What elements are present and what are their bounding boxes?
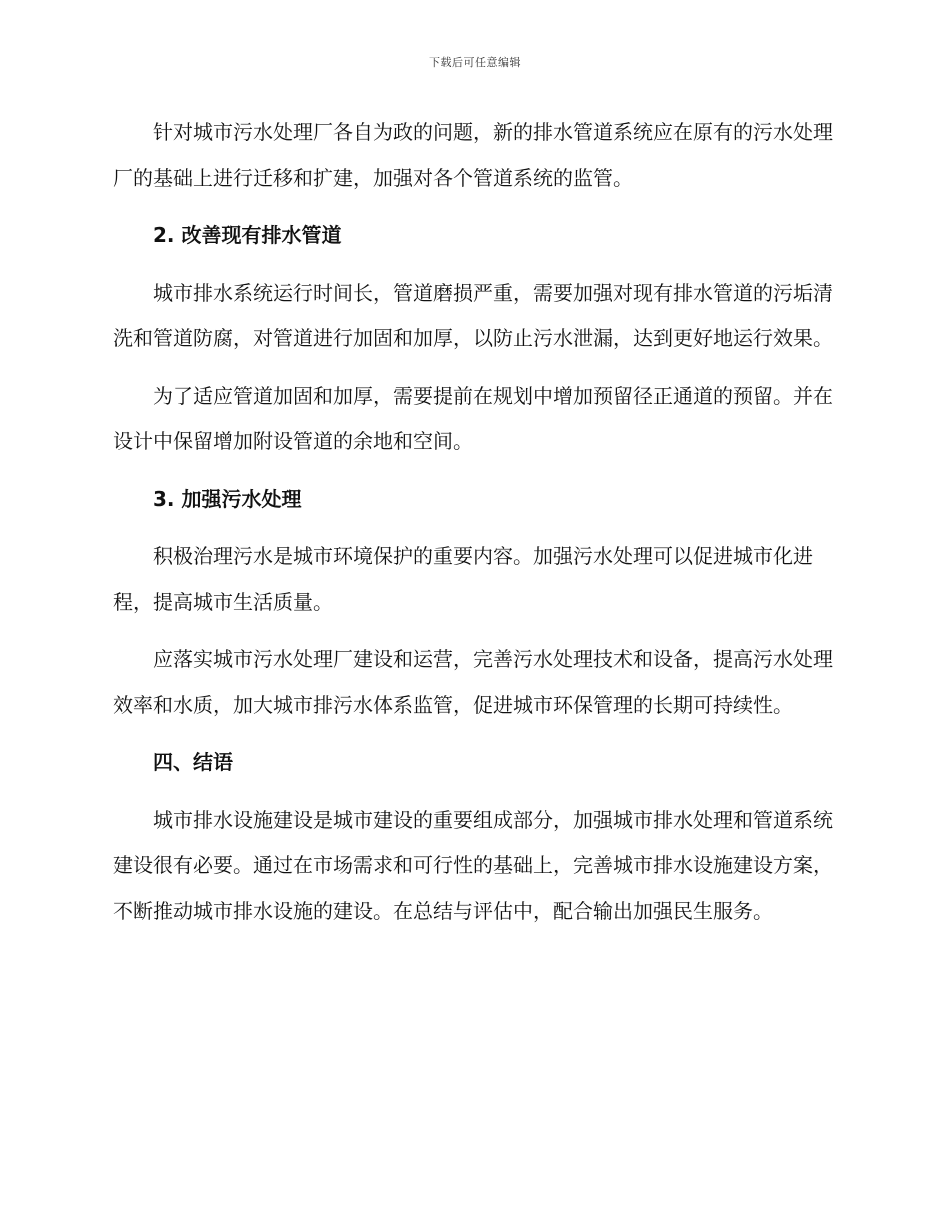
page-header: 下载后可任意编辑: [429, 56, 521, 69]
paragraph: 应落实城市污水处理厂建设和运营，完善污水处理技术和设备，提高污水处理效率和水质，加大城市排污水体系监管，促进城市环保管理的长期可持续性。: [113, 647, 833, 717]
section-heading: 3. 加强污水处理: [153, 486, 302, 511]
paragraph: 城市排水系统运行时间长，管道磨损严重，需要加强对现有排水管道的污垢清洗和管道防腐，对管道进行加固和加厚，以防止污水泄漏，达到更好地运行效果。: [113, 280, 833, 350]
section-heading: 四、结语: [153, 750, 233, 774]
paragraph: 为了适应管道加固和加厚，需要提前在规划中增加预留径正通道的预留。并在设计中保留增加附设管道的余地和空间。: [113, 383, 833, 453]
document-body: [113, 110, 833, 934]
paragraph: 积极治理污水是城市环境保护的重要内容。加强污水处理可以促进城市化进程，提高城市生活质量。: [113, 544, 813, 614]
section-heading: 2. 改善现有排水管道: [153, 223, 342, 247]
paragraph: 针对城市污水处理厂各自为政的问题，新的排水管道系统应在原有的污水处理厂的基础上进行迁移和扩建，加强对各个管道系统的监管。: [113, 120, 833, 190]
paragraph: 城市排水设施建设是城市建设的重要组成部分，加强城市排水处理和管道系统建设很有必要。通过在市场需求和可行性的基础上，完善城市排水设施建设方案，不断推动城市排水设施的建设。在总结与评估中，配合输出加强民生服务。: [113, 807, 833, 923]
